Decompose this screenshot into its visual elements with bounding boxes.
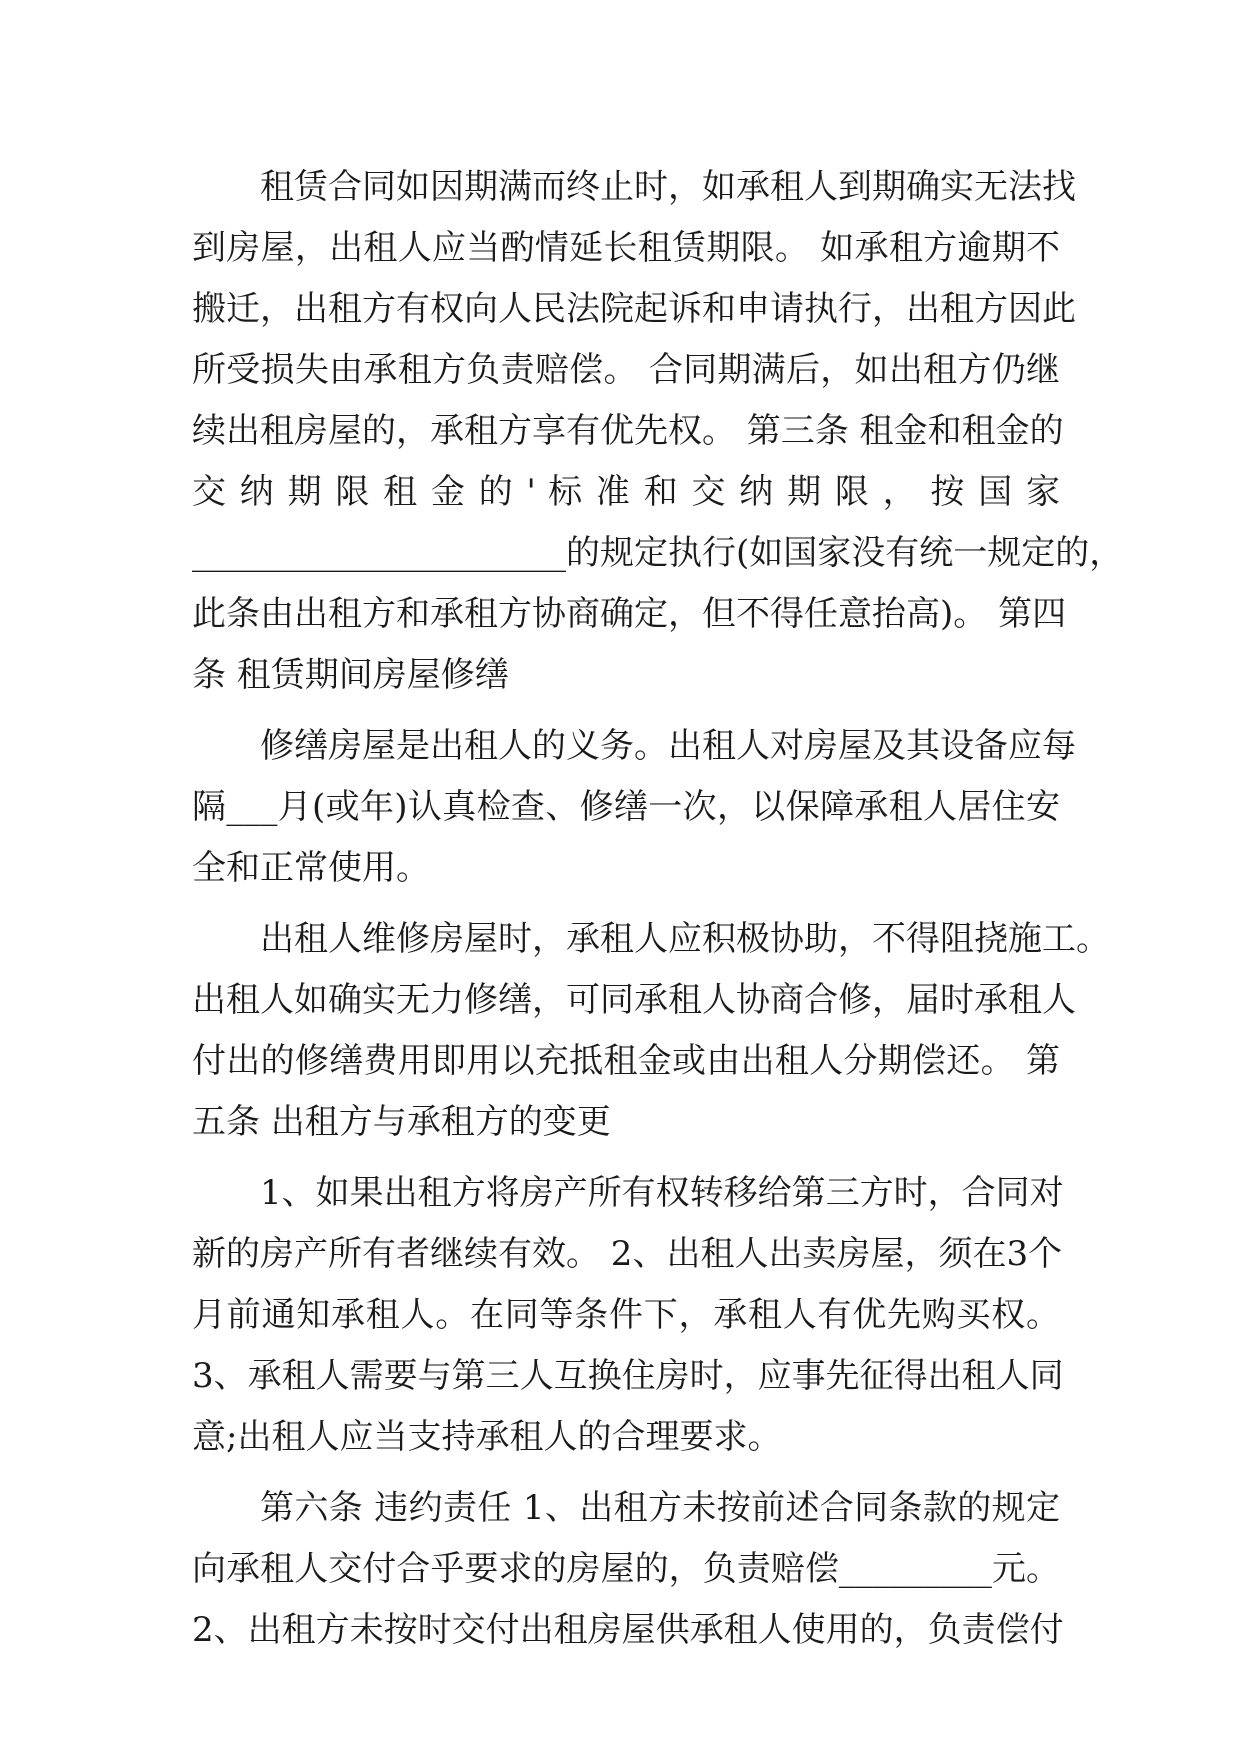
- text-line: 续出租房屋的，承租方享有优先权。 第三条 租金和租金的: [192, 411, 1064, 451]
- text-line: 2、出租方未按时交付出租房屋供承租人使用的，负责偿付: [192, 1610, 1064, 1650]
- text-line: 交 纳 期 限 租 金 的 ' 标 准 和 交 纳 期 限 ， 按 国 家: [192, 472, 1060, 512]
- text-line: 到房屋，出租人应当酌情延长租赁期限。 如承租方逾期不: [192, 228, 1060, 268]
- text-line: 月前通知承租人。在同等条件下，承租人有优先购买权。: [192, 1295, 1060, 1335]
- text-line: 所受损失由承租方负责赔偿。 合同期满后，如出租方仍继: [192, 350, 1060, 390]
- paragraph-gap: [192, 899, 1060, 909]
- text-line: 1、如果出租方将房产所有权转移给第三方时，合同对: [260, 1173, 1064, 1213]
- text-line: 隔___月(或年)认真检查、修缮一次，以保障承租人居住安: [192, 787, 1060, 827]
- text-line: 付出的修缮费用即用以充抵租金或由出租人分期偿还。 第: [192, 1041, 1060, 1081]
- paragraph-gap: [192, 1468, 1060, 1478]
- text-line: 全和正常使用。: [192, 848, 430, 888]
- text-line: 第六条 违约责任 1、出租方未按前述合同条款的规定: [260, 1488, 1060, 1528]
- text-line: 出租人维修房屋时，承租人应积极协助，不得阻挠施工。: [260, 919, 1110, 959]
- paragraph-gap: [192, 706, 1060, 716]
- text-line: 意;出租人应当支持承租人的合理要求。: [192, 1417, 782, 1457]
- text-line: 向承租人交付合乎要求的房屋的，负责赔偿_________元。: [192, 1549, 1060, 1589]
- text-line: 租赁合同如因期满而终止时，如承租人到期确实无法找: [260, 167, 1076, 207]
- text-line: 五条 出租方与承租方的变更: [192, 1102, 611, 1142]
- text-line: 此条由出租方和承租方协商确定，但不得任意抬高)。 第四: [192, 594, 1067, 634]
- paragraph-gap: [192, 1153, 1060, 1163]
- text-line: 新的房产所有者继续有效。 2、出租人出卖房屋，须在3个: [192, 1234, 1063, 1274]
- text-line: 3、承租人需要与第三人互换住房时，应事先征得出租人同: [192, 1356, 1064, 1396]
- text-line: ______________________的规定执行(如国家没有统一规定的，: [192, 533, 1124, 573]
- text-line: 出租人如确实无力修缮，可同承租人协商合修，届时承租人: [192, 980, 1076, 1020]
- text-line: 条 租赁期间房屋修缮: [192, 655, 509, 695]
- document-page: [192, 157, 1124, 1661]
- text-line: 搬迁，出租方有权向人民法院起诉和申请执行，出租方因此: [192, 289, 1076, 329]
- text-line: 修缮房屋是出租人的义务。出租人对房屋及其设备应每: [260, 726, 1076, 766]
